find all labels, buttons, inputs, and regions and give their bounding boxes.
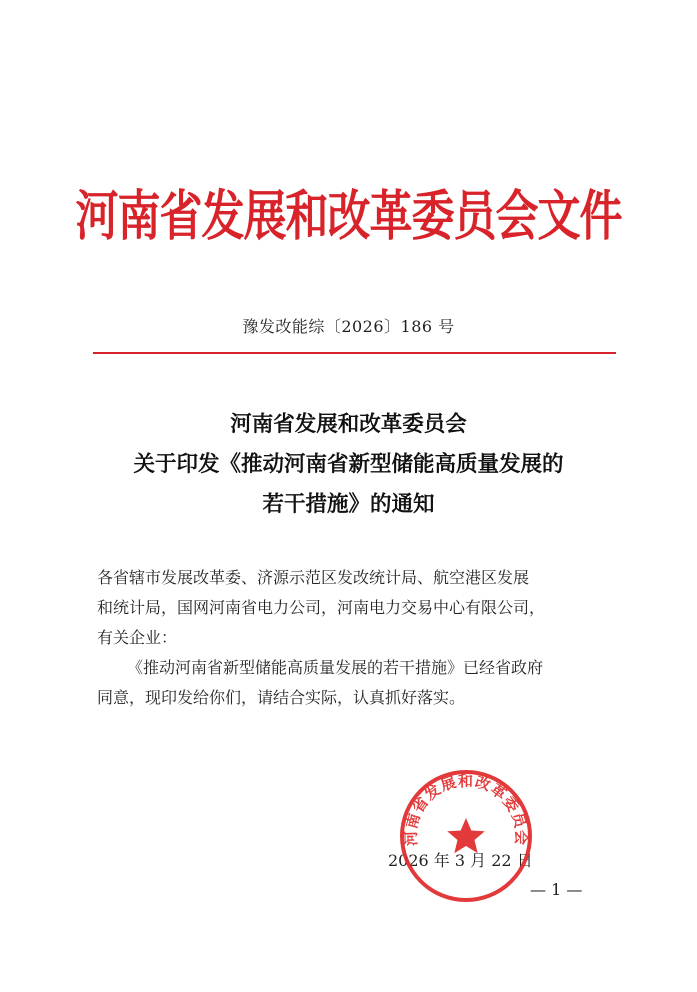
official-seal xyxy=(396,766,536,906)
red-divider xyxy=(93,352,616,354)
star-icon xyxy=(447,818,485,853)
issue-date: 2026 年 3 月 22 日 xyxy=(388,851,533,870)
addressee-line-3: 有关企业： xyxy=(97,628,178,647)
page-number: — 1 — xyxy=(530,880,583,899)
title-line-3: 若干措施》的通知 xyxy=(262,492,435,517)
addressee-line-1: 各省辖市发展改革委、济源示范区发改统计局、航空港区发展 xyxy=(97,568,530,587)
title-line-1: 河南省发展和改革委员会 xyxy=(230,412,467,437)
paragraph-line-1: 《推动河南省新型储能高质量发展的若干措施》已经省政府 xyxy=(127,658,544,677)
title-line-2: 关于印发《推动河南省新型储能高质量发展的 xyxy=(133,452,564,477)
notice-title xyxy=(60,405,637,525)
seal-text: 河南省发展和改革委员会 xyxy=(401,772,531,847)
notice-body xyxy=(97,563,617,713)
document-number: 豫发改能综〔2026〕186 号 xyxy=(242,317,455,336)
masthead-title: 河南省发展和改革委员会文件 xyxy=(75,185,622,248)
addressee-line-2: 和统计局，国网河南省电力公司，河南电力交易中心有限公司， xyxy=(97,598,546,617)
paragraph-line-2: 同意，现印发给你们，请结合实际，认真抓好落实。 xyxy=(97,688,466,707)
